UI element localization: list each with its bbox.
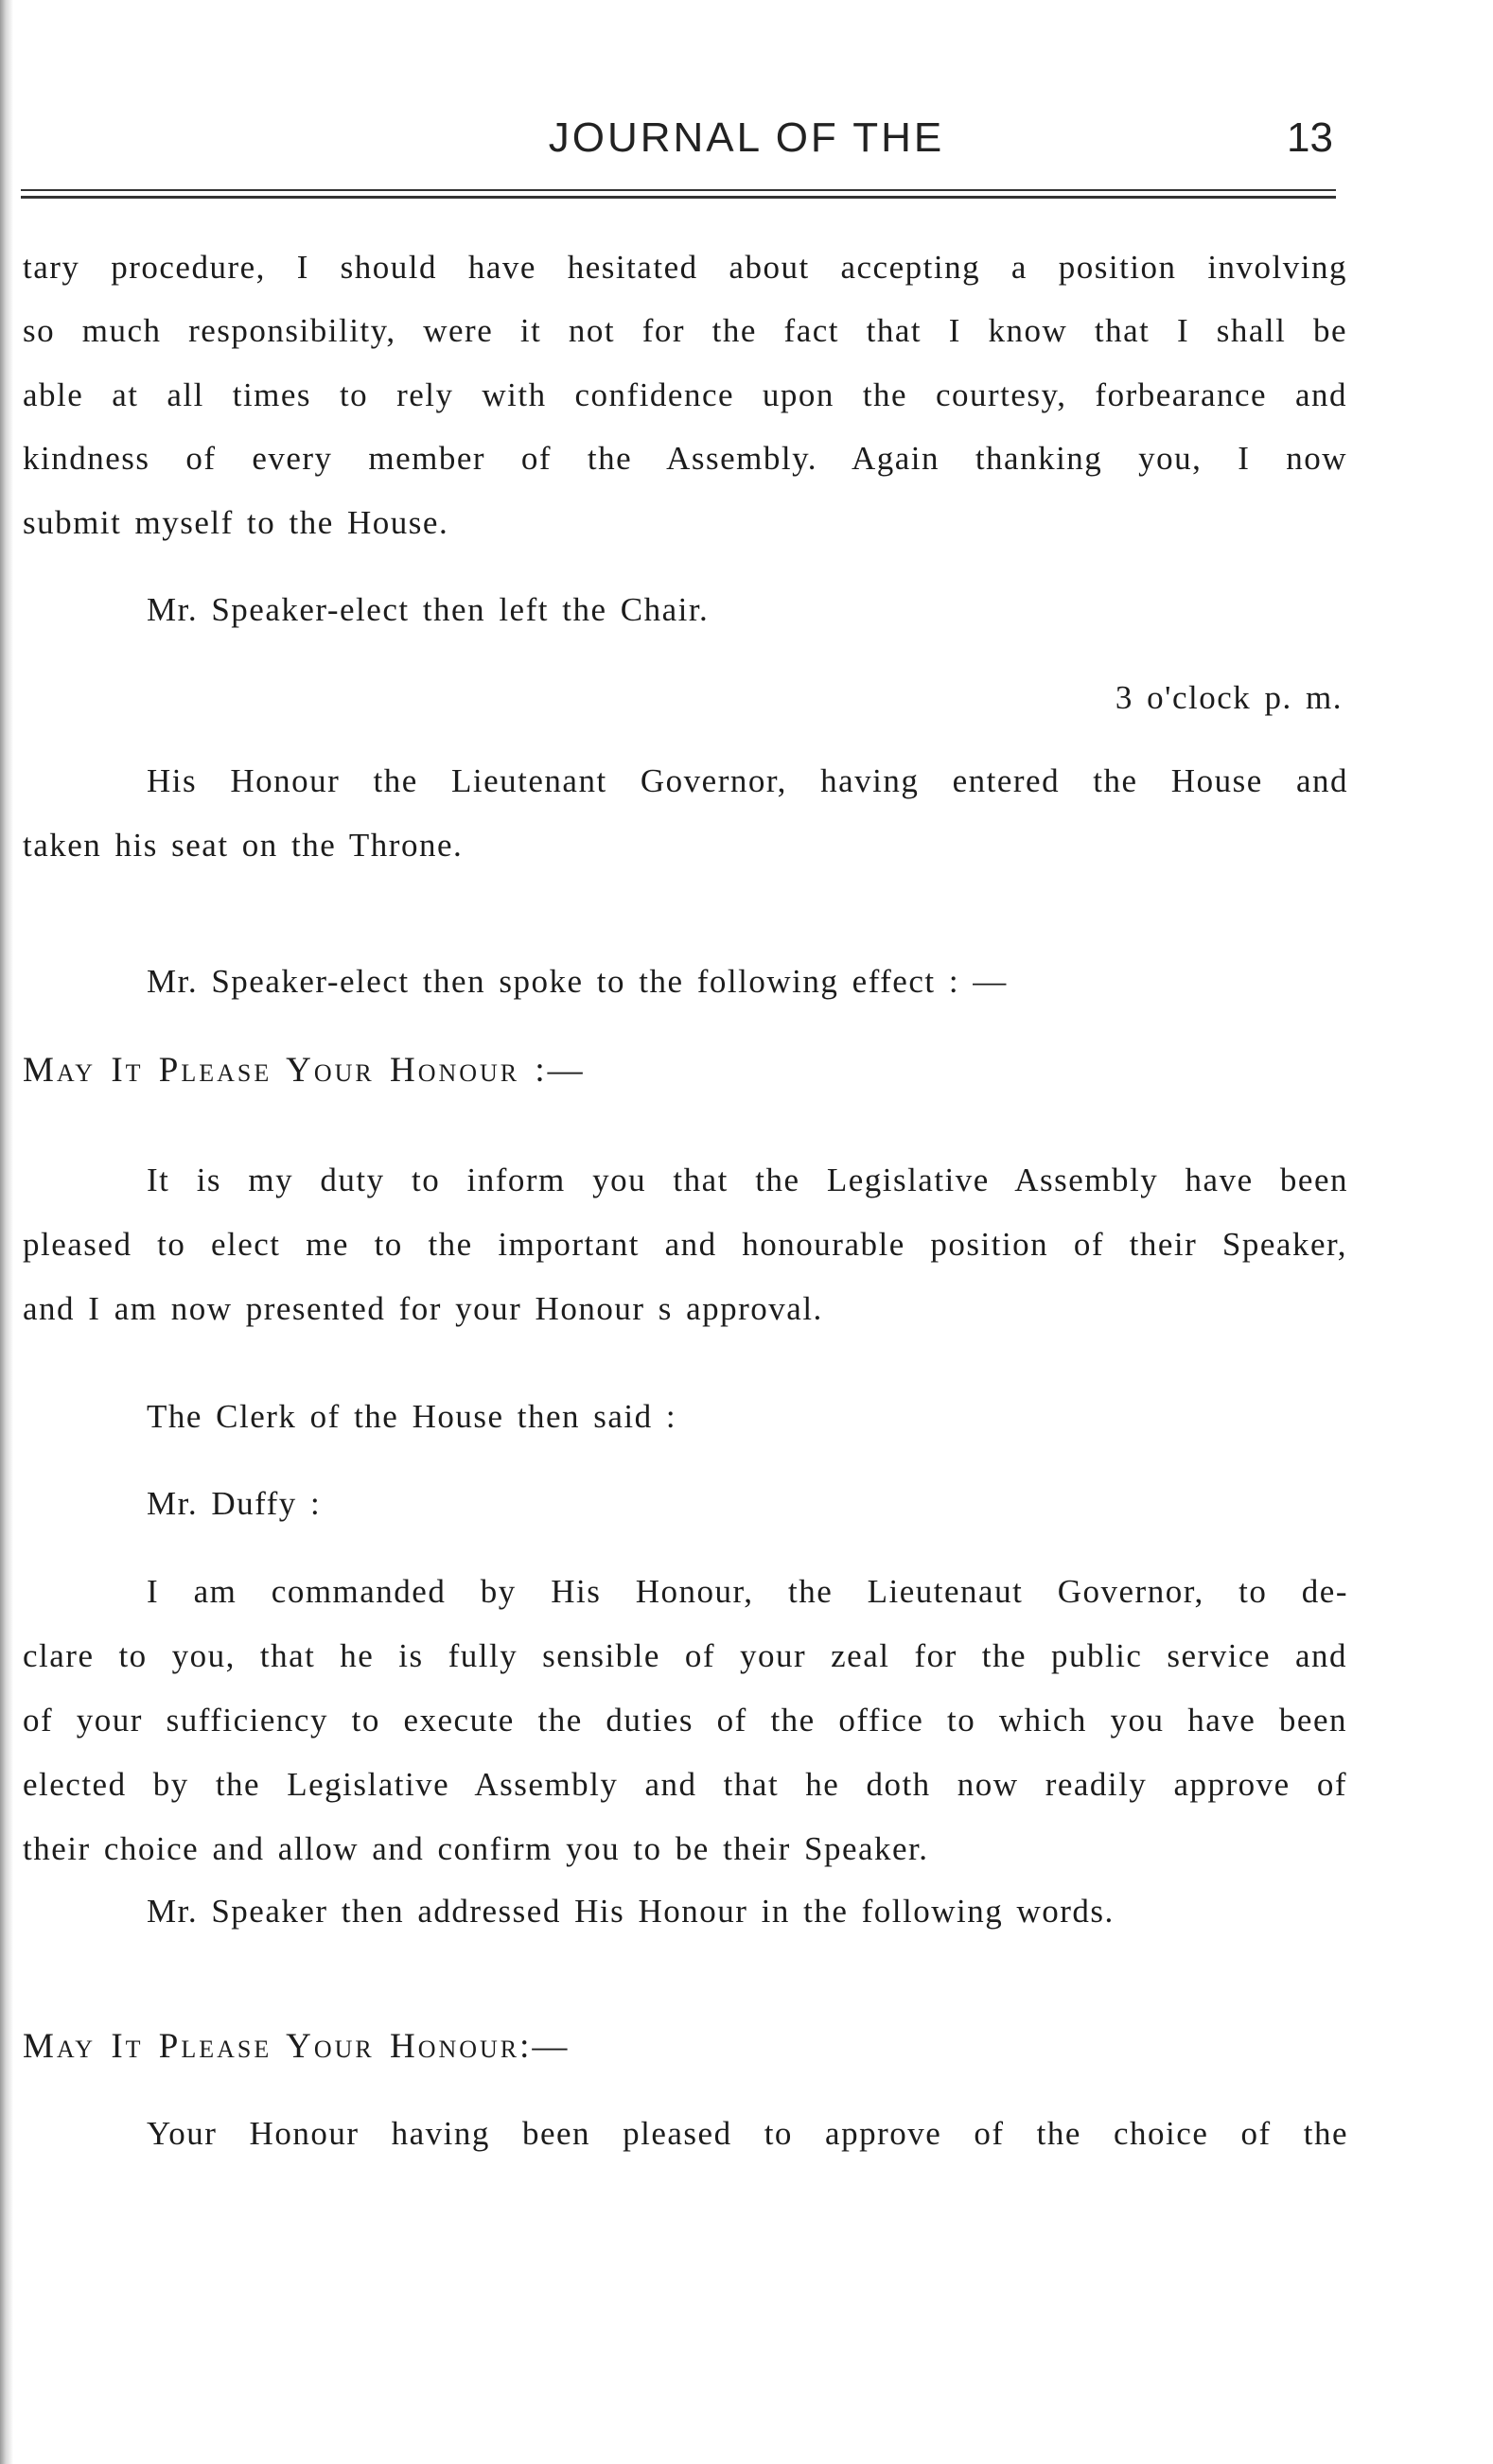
text-line: of your sufficiency to execute the duties of the office to which you have been xyxy=(23,1702,1347,1739)
header-rule-double xyxy=(21,196,1336,199)
text-line: pleased to elect me to the important and honourable position of their Speaker, xyxy=(23,1226,1347,1263)
text-line: Your Honour having been pleased to approve of the choice of the xyxy=(147,2115,1348,2152)
salutation-heading: May It Please Your Honour:— xyxy=(23,2027,571,2066)
page-edge-shadow xyxy=(0,0,13,2464)
text-line: The Clerk of the House then said : xyxy=(147,1398,677,1435)
text-line: elected by the Legislative Assembly and that he doth now readily approve of xyxy=(23,1766,1347,1803)
text-line: Mr. Speaker-elect then left the Chair. xyxy=(147,591,710,628)
text-line: Mr. Duffy : xyxy=(147,1485,322,1522)
running-header: JOURNAL OF THE xyxy=(548,114,945,161)
header-rule xyxy=(21,189,1336,191)
text-line: His Honour the Lieutenant Governor, having entered the House and xyxy=(147,762,1348,799)
text-line: It is my duty to inform you that the Legislative Assembly have been xyxy=(147,1162,1348,1198)
text-line: clare to you, that he is fully sensible of your zeal for the public service and xyxy=(23,1637,1347,1674)
text-line: their choice and allow and confirm you to be their Speaker. xyxy=(23,1830,929,1867)
text-line: I am commanded by His Honour, the Lieutenaut Governor, to de- xyxy=(147,1573,1348,1610)
text-line: kindness of every member of the Assembly. Again thanking you, I now xyxy=(23,440,1347,477)
time-stamp: 3 o'clock p. m. xyxy=(1115,679,1343,716)
text-line: tary procedure, I should have hesitated about accepting a position involving xyxy=(23,249,1347,286)
page-number: 13 xyxy=(1287,114,1333,161)
text-line: able at all times to rely with confidence upon the courtesy, forbearance and xyxy=(23,376,1347,413)
text-line: Mr. Speaker then addressed His Honour in the following words. xyxy=(147,1893,1115,1930)
text-line: Mr. Speaker-elect then spoke to the following effect : — xyxy=(147,963,1008,1000)
salutation-heading: May It Please Your Honour :— xyxy=(23,1051,586,1090)
text-line: submit myself to the House. xyxy=(23,504,449,541)
text-line: taken his seat on the Throne. xyxy=(23,827,464,864)
text-line: and I am now presented for your Honour s approval. xyxy=(23,1290,823,1327)
text-line: so much responsibility, were it not for the fact that I know that I shall be xyxy=(23,312,1347,349)
